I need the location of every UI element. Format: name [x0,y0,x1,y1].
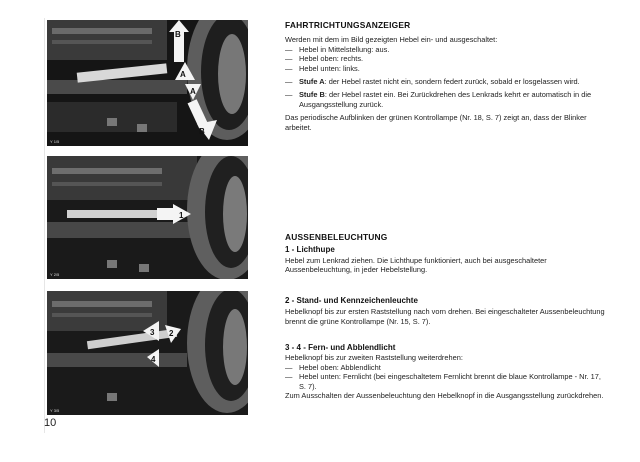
stufe-b-text: : der Hebel rastet ein. Bei Zurückdrehen des Lenkrads kehrt er automatisch in die Ausgangsstellung zurück. [299,90,592,109]
parking-lights-text: Hebelknopf bis zur ersten Raststellung nach vorn drehen. Bei eingeschalteter Aussenbeleuchtung brennt die grüne Kontrollampe (Nr. 15, S. 7). [285,307,605,326]
headlights-section [285,343,605,400]
turn-signal-item [285,64,605,73]
photo-label-2: 2 [169,329,174,338]
stufe-b-key: Stufe B [299,90,325,100]
exterior-lighting-section [285,233,605,275]
dash-mark: — [285,362,293,372]
light-switch-lever-photo [47,291,248,415]
headlights-item [285,363,605,372]
photo-label-1: 1 [179,211,184,220]
headlights-item-text: Hebel oben: Abblendlicht [299,362,381,372]
page-margin-rule [44,18,45,433]
turn-signal-heading: FAHRTRICHTUNGSANZEIGER [285,20,411,30]
photo-label-4: 4 [151,355,156,364]
exterior-lighting-heading: AUSSENBELEUCHTUNG [285,232,388,242]
headlights-title: 3 - 4 - Fern- und Abblendlicht [285,343,396,352]
photo-label-3: 3 [150,328,155,337]
turn-signal-item [285,45,605,54]
turn-signal-item-text: Hebel in Mittelstellung: aus. [299,44,390,54]
flash-text: Hebel zum Lenkrad ziehen. Die Lichthupe funktioniert, auch bei ausgeschalteter Aussenbeleuchtung, in jeder Hebelstellung. [285,255,547,275]
stufe-a-item [285,77,605,86]
stufe-a-key: Stufe A [299,77,325,87]
parking-lights-title: 2 - Stand- und Kennzeichenleuchte [285,296,418,305]
stufe-a-text: : der Hebel rastet nicht ein, sondern federt zurück, sobald er losgelassen wird. [324,77,580,87]
photo-label-a-bottom: A [190,87,196,96]
dash-mark: — [285,54,293,64]
headlight-flash-lever-photo [47,156,248,279]
headlights-outro: Zum Ausschalten der Aussenbeleuchtung den Hebelknopf in die Ausgangsstellung zurückdrehen. [285,391,604,401]
stufe-b-item [285,90,605,109]
dash-mark: — [285,44,293,54]
dash-mark: — [285,372,293,382]
turn-signal-note: Das periodische Aufblinken der grünen Kontrollampe (Nr. 18, S. 7) zeigt an, dass der Blinker arbeitet. [285,113,587,132]
dash-mark: — [285,63,293,73]
headlights-item [285,372,605,391]
flash-title: 1 - Lichthupe [285,245,335,255]
parking-lights-section [285,296,605,326]
turn-signal-lever-photo [47,20,248,146]
photo-code: Y 2/5 [50,272,60,277]
turn-signal-item-text: Hebel oben: rechts. [299,54,364,64]
photo-label-a-top: A [180,70,186,79]
page-number: 10 [44,417,57,429]
turn-signal-item [285,54,605,63]
dash-mark: — [285,77,293,87]
photo-label-b-top: B [175,30,181,39]
dash-mark: — [285,90,293,100]
photo-code: Y 3/5 [50,408,60,413]
photo-code: Y 1/5 [50,139,60,144]
turn-signal-section [285,21,605,132]
headlights-item-text: Hebel unten: Fernlicht (bei eingeschaltetem Fernlicht brennt die blaue Kontrollampe - Nr. 17, S. 7). [299,372,601,391]
turn-signal-item-text: Hebel unten: links. [299,63,360,73]
headlights-intro: Hebelknopf bis zur zweiten Raststellung weiterdrehen: [285,353,463,363]
photo-label-b-bottom: B [199,127,205,136]
turn-signal-intro: Werden mit dem im Bild gezeigten Hebel ein- und ausgeschaltet: [285,35,498,45]
